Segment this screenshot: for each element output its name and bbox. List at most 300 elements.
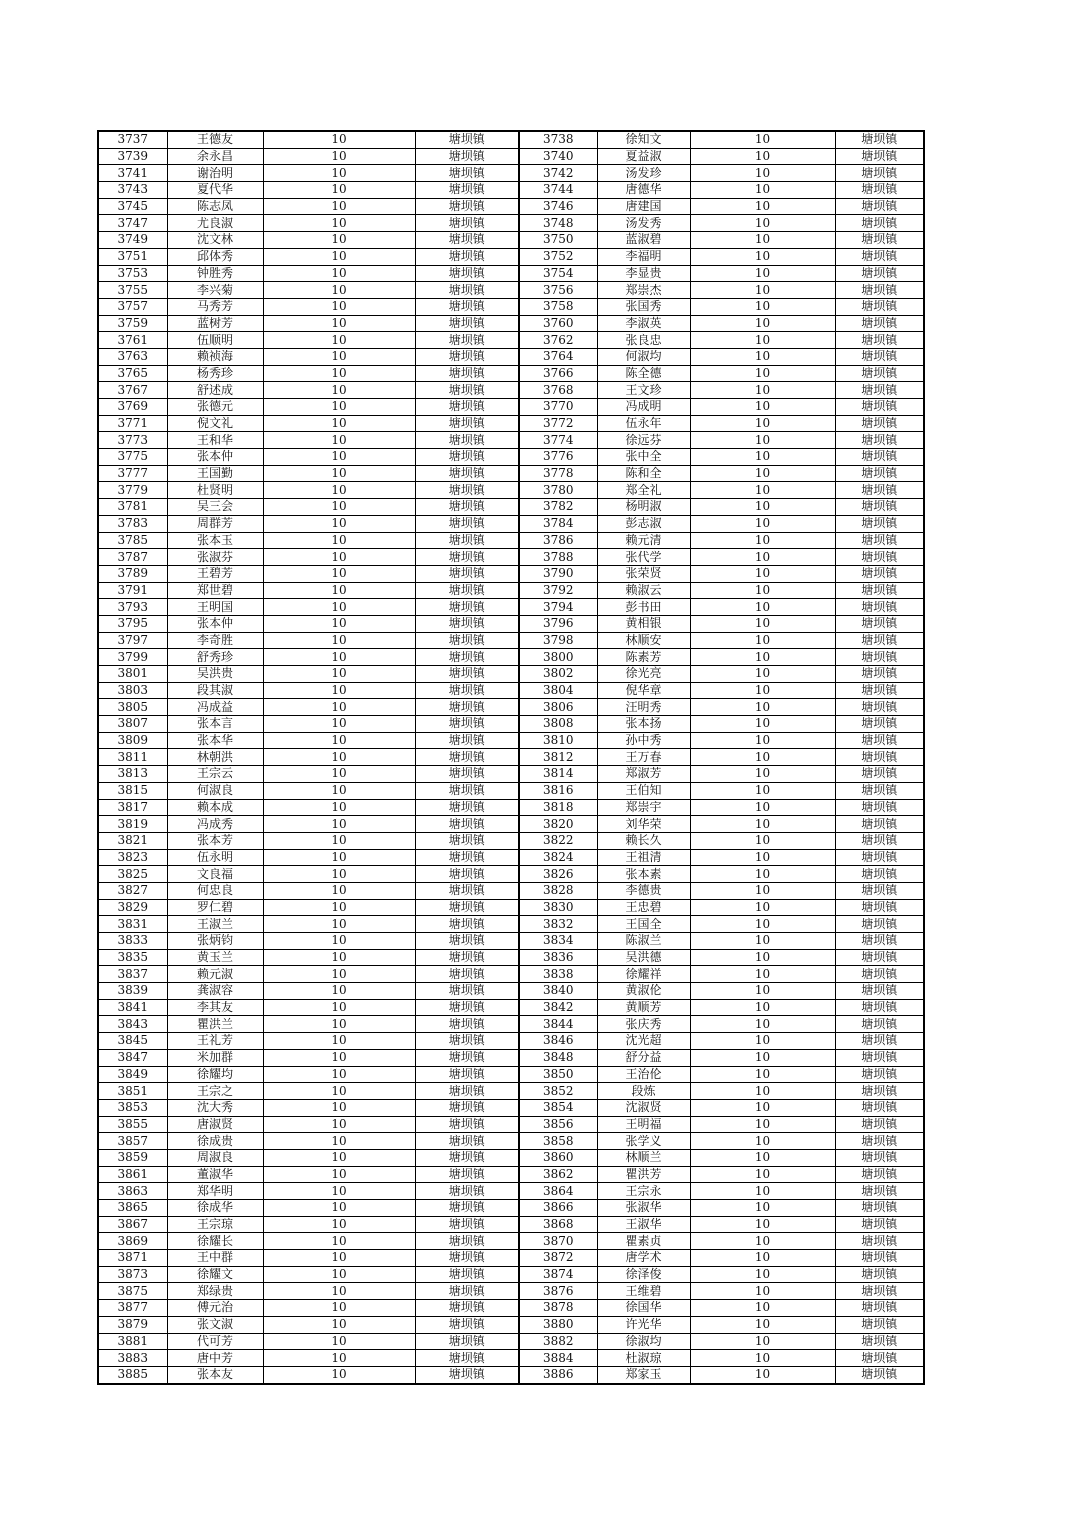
amount-cell: 10 (263, 198, 415, 215)
row-number-cell: 3856 (519, 1116, 597, 1133)
amount-cell: 10 (690, 131, 835, 148)
person-name-cell: 代可芳 (167, 1333, 263, 1350)
town-cell: 塘坝镇 (835, 933, 924, 950)
town-cell: 塘坝镇 (415, 182, 519, 199)
row-number-cell: 3814 (519, 766, 597, 783)
person-name-cell: 张炳钧 (167, 933, 263, 950)
row-number-cell: 3882 (519, 1333, 597, 1350)
amount-cell: 10 (263, 799, 415, 816)
amount-cell: 10 (263, 365, 415, 382)
table-row (98, 1333, 924, 1350)
town-cell: 塘坝镇 (415, 1333, 519, 1350)
row-number-cell: 3867 (98, 1216, 167, 1233)
amount-cell: 10 (263, 632, 415, 649)
row-number-cell: 3820 (519, 816, 597, 833)
person-name-cell: 孙中秀 (597, 732, 690, 749)
person-name-cell: 徐国华 (597, 1300, 690, 1317)
row-number-cell: 3829 (98, 899, 167, 916)
row-number-cell: 3812 (519, 749, 597, 766)
town-cell: 塘坝镇 (835, 766, 924, 783)
amount-cell: 10 (690, 248, 835, 265)
row-number-cell: 3783 (98, 515, 167, 532)
town-cell: 塘坝镇 (835, 949, 924, 966)
row-number-cell: 3850 (519, 1066, 597, 1083)
row-number-cell: 3843 (98, 1016, 167, 1033)
table-row (98, 415, 924, 432)
table-row (98, 1266, 924, 1283)
amount-cell: 10 (263, 882, 415, 899)
amount-cell: 10 (690, 666, 835, 683)
row-number-cell: 3760 (519, 315, 597, 332)
table-row (98, 248, 924, 265)
town-cell: 塘坝镇 (415, 1216, 519, 1233)
amount-cell: 10 (690, 1283, 835, 1300)
town-cell: 塘坝镇 (835, 1099, 924, 1116)
row-number-cell: 3755 (98, 282, 167, 299)
table-row (98, 549, 924, 566)
town-cell: 塘坝镇 (415, 866, 519, 883)
person-name-cell: 傅元治 (167, 1300, 263, 1317)
amount-cell: 10 (263, 1316, 415, 1333)
amount-cell: 10 (263, 849, 415, 866)
amount-cell: 10 (690, 816, 835, 833)
amount-cell: 10 (263, 182, 415, 199)
amount-cell: 10 (263, 1049, 415, 1066)
row-number-cell: 3781 (98, 499, 167, 516)
town-cell: 塘坝镇 (835, 165, 924, 182)
row-number-cell: 3885 (98, 1366, 167, 1383)
table-row (98, 1083, 924, 1100)
row-number-cell: 3746 (519, 198, 597, 215)
person-name-cell: 谢治明 (167, 165, 263, 182)
row-number-cell: 3777 (98, 465, 167, 482)
amount-cell: 10 (263, 966, 415, 983)
town-cell: 塘坝镇 (835, 882, 924, 899)
row-number-cell: 3768 (519, 382, 597, 399)
town-cell: 塘坝镇 (415, 1350, 519, 1367)
table-row (98, 649, 924, 666)
person-name-cell: 王德友 (167, 131, 263, 148)
amount-cell: 10 (263, 282, 415, 299)
table-row (98, 1099, 924, 1116)
row-number-cell: 3795 (98, 615, 167, 632)
table-row (98, 849, 924, 866)
town-cell: 塘坝镇 (415, 1049, 519, 1066)
row-number-cell: 3866 (519, 1200, 597, 1217)
town-cell: 塘坝镇 (835, 549, 924, 566)
table-row (98, 282, 924, 299)
town-cell: 塘坝镇 (415, 632, 519, 649)
town-cell: 塘坝镇 (835, 365, 924, 382)
row-number-cell: 3870 (519, 1233, 597, 1250)
town-cell: 塘坝镇 (835, 983, 924, 1000)
row-number-cell: 3845 (98, 1033, 167, 1050)
town-cell: 塘坝镇 (415, 582, 519, 599)
amount-cell: 10 (690, 699, 835, 716)
town-cell: 塘坝镇 (835, 499, 924, 516)
person-name-cell: 张本素 (597, 866, 690, 883)
town-cell: 塘坝镇 (835, 632, 924, 649)
town-cell: 塘坝镇 (415, 165, 519, 182)
town-cell: 塘坝镇 (415, 1266, 519, 1283)
person-name-cell: 王和华 (167, 432, 263, 449)
row-number-cell: 3878 (519, 1300, 597, 1317)
person-name-cell: 吴洪贵 (167, 666, 263, 683)
town-cell: 塘坝镇 (835, 849, 924, 866)
row-number-cell: 3804 (519, 682, 597, 699)
table-row (98, 1350, 924, 1367)
amount-cell: 10 (263, 699, 415, 716)
row-number-cell: 3753 (98, 265, 167, 282)
table-row (98, 899, 924, 916)
amount-cell: 10 (690, 916, 835, 933)
town-cell: 塘坝镇 (415, 399, 519, 416)
table-row (98, 382, 924, 399)
amount-cell: 10 (263, 615, 415, 632)
amount-cell: 10 (690, 849, 835, 866)
amount-cell: 10 (263, 1350, 415, 1367)
amount-cell: 10 (263, 315, 415, 332)
town-cell: 塘坝镇 (835, 332, 924, 349)
table-row (98, 1049, 924, 1066)
town-cell: 塘坝镇 (415, 832, 519, 849)
row-number-cell: 3823 (98, 849, 167, 866)
town-cell: 塘坝镇 (835, 282, 924, 299)
row-number-cell: 3875 (98, 1283, 167, 1300)
person-name-cell: 伍顺明 (167, 332, 263, 349)
amount-cell: 10 (263, 1133, 415, 1150)
table-row (98, 565, 924, 582)
town-cell: 塘坝镇 (835, 298, 924, 315)
table-row (98, 399, 924, 416)
town-cell: 塘坝镇 (835, 999, 924, 1016)
town-cell: 塘坝镇 (415, 966, 519, 983)
table-row (98, 148, 924, 165)
person-name-cell: 王碧芳 (167, 565, 263, 582)
row-number-cell: 3805 (98, 699, 167, 716)
town-cell: 塘坝镇 (835, 1183, 924, 1200)
table-row (98, 816, 924, 833)
person-name-cell: 王忠碧 (597, 899, 690, 916)
row-number-cell: 3874 (519, 1266, 597, 1283)
row-number-cell: 3849 (98, 1066, 167, 1083)
person-name-cell: 黄淑伦 (597, 983, 690, 1000)
row-number-cell: 3788 (519, 549, 597, 566)
person-name-cell: 马秀芳 (167, 298, 263, 315)
row-number-cell: 3883 (98, 1350, 167, 1367)
amount-cell: 10 (263, 916, 415, 933)
row-number-cell: 3881 (98, 1333, 167, 1350)
row-number-cell: 3835 (98, 949, 167, 966)
amount-cell: 10 (263, 1366, 415, 1383)
town-cell: 塘坝镇 (415, 365, 519, 382)
person-name-cell: 徐耀长 (167, 1233, 263, 1250)
table-row (98, 916, 924, 933)
amount-cell: 10 (690, 1166, 835, 1183)
row-number-cell: 3863 (98, 1183, 167, 1200)
town-cell: 塘坝镇 (415, 1016, 519, 1033)
amount-cell: 10 (690, 1116, 835, 1133)
amount-cell: 10 (263, 1250, 415, 1267)
person-name-cell: 舒秀珍 (167, 649, 263, 666)
town-cell: 塘坝镇 (415, 1316, 519, 1333)
row-number-cell: 3853 (98, 1099, 167, 1116)
row-number-cell: 3738 (519, 131, 597, 148)
row-number-cell: 3756 (519, 282, 597, 299)
town-cell: 塘坝镇 (415, 1250, 519, 1267)
person-name-cell: 黄玉兰 (167, 949, 263, 966)
town-cell: 塘坝镇 (415, 415, 519, 432)
row-number-cell: 3846 (519, 1033, 597, 1050)
amount-cell: 10 (690, 282, 835, 299)
amount-cell: 10 (263, 732, 415, 749)
amount-cell: 10 (690, 799, 835, 816)
town-cell: 塘坝镇 (835, 599, 924, 616)
town-cell: 塘坝镇 (415, 131, 519, 148)
amount-cell: 10 (263, 165, 415, 182)
row-number-cell: 3833 (98, 933, 167, 950)
table-row (98, 348, 924, 365)
town-cell: 塘坝镇 (415, 1149, 519, 1166)
town-cell: 塘坝镇 (415, 565, 519, 582)
town-cell: 塘坝镇 (835, 465, 924, 482)
row-number-cell: 3775 (98, 449, 167, 466)
table-row (98, 1316, 924, 1333)
table-row (98, 215, 924, 232)
town-cell: 塘坝镇 (835, 799, 924, 816)
row-number-cell: 3772 (519, 415, 597, 432)
table-row (98, 949, 924, 966)
table-row (98, 1250, 924, 1267)
person-name-cell: 张国秀 (597, 298, 690, 315)
amount-cell: 10 (690, 682, 835, 699)
table-row (98, 465, 924, 482)
person-name-cell: 米加群 (167, 1049, 263, 1066)
row-number-cell: 3773 (98, 432, 167, 449)
table-row (98, 933, 924, 950)
amount-cell: 10 (263, 1016, 415, 1033)
table-row (98, 232, 924, 249)
row-number-cell: 3741 (98, 165, 167, 182)
person-name-cell: 王万春 (597, 749, 690, 766)
roster-body (98, 131, 924, 1384)
person-name-cell: 陈素芳 (597, 649, 690, 666)
town-cell: 塘坝镇 (835, 782, 924, 799)
town-cell: 塘坝镇 (835, 1316, 924, 1333)
row-number-cell: 3761 (98, 332, 167, 349)
person-name-cell: 王伯知 (597, 782, 690, 799)
town-cell: 塘坝镇 (835, 565, 924, 582)
amount-cell: 10 (263, 1266, 415, 1283)
town-cell: 塘坝镇 (835, 1133, 924, 1150)
town-cell: 塘坝镇 (835, 1250, 924, 1267)
row-number-cell: 3810 (519, 732, 597, 749)
row-number-cell: 3806 (519, 699, 597, 716)
table-row (98, 1216, 924, 1233)
table-row (98, 432, 924, 449)
table-row (98, 866, 924, 883)
amount-cell: 10 (690, 1316, 835, 1333)
amount-cell: 10 (690, 1049, 835, 1066)
amount-cell: 10 (690, 1016, 835, 1033)
town-cell: 塘坝镇 (415, 482, 519, 499)
amount-cell: 10 (263, 1099, 415, 1116)
row-number-cell: 3740 (519, 148, 597, 165)
person-name-cell: 龚淑容 (167, 983, 263, 1000)
row-number-cell: 3793 (98, 599, 167, 616)
amount-cell: 10 (690, 382, 835, 399)
person-name-cell: 汪明秀 (597, 699, 690, 716)
table-row (98, 766, 924, 783)
row-number-cell: 3787 (98, 549, 167, 566)
person-name-cell: 赖长久 (597, 832, 690, 849)
amount-cell: 10 (690, 632, 835, 649)
amount-cell: 10 (690, 1149, 835, 1166)
amount-cell: 10 (263, 399, 415, 416)
town-cell: 塘坝镇 (415, 732, 519, 749)
person-name-cell: 许光华 (597, 1316, 690, 1333)
town-cell: 塘坝镇 (835, 649, 924, 666)
amount-cell: 10 (263, 766, 415, 783)
amount-cell: 10 (263, 131, 415, 148)
table-row (98, 265, 924, 282)
person-name-cell: 张本扬 (597, 716, 690, 733)
person-name-cell: 张淑芬 (167, 549, 263, 566)
person-name-cell: 汤发秀 (597, 215, 690, 232)
town-cell: 塘坝镇 (835, 265, 924, 282)
person-name-cell: 张本言 (167, 716, 263, 733)
amount-cell: 10 (690, 999, 835, 1016)
row-number-cell: 3847 (98, 1049, 167, 1066)
town-cell: 塘坝镇 (415, 933, 519, 950)
row-number-cell: 3801 (98, 666, 167, 683)
person-name-cell: 赖淑云 (597, 582, 690, 599)
amount-cell: 10 (690, 615, 835, 632)
town-cell: 塘坝镇 (835, 131, 924, 148)
town-cell: 塘坝镇 (415, 849, 519, 866)
person-name-cell: 沈淑贤 (597, 1099, 690, 1116)
amount-cell: 10 (690, 1216, 835, 1233)
amount-cell: 10 (690, 215, 835, 232)
person-name-cell: 李显贵 (597, 265, 690, 282)
row-number-cell: 3839 (98, 983, 167, 1000)
amount-cell: 10 (263, 1083, 415, 1100)
town-cell: 塘坝镇 (415, 232, 519, 249)
amount-cell: 10 (263, 565, 415, 582)
amount-cell: 10 (690, 482, 835, 499)
town-cell: 塘坝镇 (835, 148, 924, 165)
amount-cell: 10 (690, 298, 835, 315)
person-name-cell: 郑绿贵 (167, 1283, 263, 1300)
town-cell: 塘坝镇 (835, 666, 924, 683)
table-row (98, 666, 924, 683)
amount-cell: 10 (690, 782, 835, 799)
amount-cell: 10 (263, 148, 415, 165)
person-name-cell: 段炼 (597, 1083, 690, 1100)
town-cell: 塘坝镇 (835, 1033, 924, 1050)
amount-cell: 10 (690, 148, 835, 165)
person-name-cell: 唐德华 (597, 182, 690, 199)
town-cell: 塘坝镇 (415, 1183, 519, 1200)
amount-cell: 10 (690, 983, 835, 1000)
person-name-cell: 沈文林 (167, 232, 263, 249)
row-number-cell: 3819 (98, 816, 167, 833)
row-number-cell: 3742 (519, 165, 597, 182)
person-name-cell: 李其友 (167, 999, 263, 1016)
person-name-cell: 徐成贵 (167, 1133, 263, 1150)
row-number-cell: 3852 (519, 1083, 597, 1100)
row-number-cell: 3836 (519, 949, 597, 966)
amount-cell: 10 (690, 649, 835, 666)
town-cell: 塘坝镇 (835, 682, 924, 699)
table-row (98, 716, 924, 733)
amount-cell: 10 (690, 532, 835, 549)
row-number-cell: 3813 (98, 766, 167, 783)
person-name-cell: 冯成益 (167, 699, 263, 716)
amount-cell: 10 (263, 215, 415, 232)
amount-cell: 10 (690, 933, 835, 950)
town-cell: 塘坝镇 (415, 382, 519, 399)
person-name-cell: 尤良淑 (167, 215, 263, 232)
row-number-cell: 3822 (519, 832, 597, 849)
row-number-cell: 3751 (98, 248, 167, 265)
row-number-cell: 3752 (519, 248, 597, 265)
amount-cell: 10 (263, 1233, 415, 1250)
person-name-cell: 张本玉 (167, 532, 263, 549)
person-name-cell: 倪华章 (597, 682, 690, 699)
amount-cell: 10 (263, 866, 415, 883)
row-number-cell: 3861 (98, 1166, 167, 1183)
table-row (98, 599, 924, 616)
row-number-cell: 3739 (98, 148, 167, 165)
table-row (98, 165, 924, 182)
table-row (98, 1233, 924, 1250)
town-cell: 塘坝镇 (835, 749, 924, 766)
person-name-cell: 王宗之 (167, 1083, 263, 1100)
town-cell: 塘坝镇 (835, 1216, 924, 1233)
person-name-cell: 郑崇宇 (597, 799, 690, 816)
table-row (98, 983, 924, 1000)
row-number-cell: 3842 (519, 999, 597, 1016)
amount-cell: 10 (690, 766, 835, 783)
amount-cell: 10 (263, 1066, 415, 1083)
row-number-cell: 3838 (519, 966, 597, 983)
person-name-cell: 邱体秀 (167, 248, 263, 265)
row-number-cell: 3832 (519, 916, 597, 933)
amount-cell: 10 (263, 582, 415, 599)
amount-cell: 10 (690, 399, 835, 416)
row-number-cell: 3792 (519, 582, 597, 599)
row-number-cell: 3884 (519, 1350, 597, 1367)
table-row (98, 131, 924, 148)
person-name-cell: 瞿洪芳 (597, 1166, 690, 1183)
person-name-cell: 吴三会 (167, 499, 263, 516)
amount-cell: 10 (263, 1166, 415, 1183)
person-name-cell: 何淑均 (597, 348, 690, 365)
amount-cell: 10 (690, 732, 835, 749)
person-name-cell: 王礼芳 (167, 1033, 263, 1050)
town-cell: 塘坝镇 (835, 615, 924, 632)
row-number-cell: 3877 (98, 1300, 167, 1317)
person-name-cell: 王明国 (167, 599, 263, 616)
amount-cell: 10 (690, 716, 835, 733)
amount-cell: 10 (690, 866, 835, 883)
amount-cell: 10 (690, 1366, 835, 1383)
town-cell: 塘坝镇 (415, 999, 519, 1016)
amount-cell: 10 (263, 716, 415, 733)
town-cell: 塘坝镇 (835, 182, 924, 199)
amount-cell: 10 (263, 1216, 415, 1233)
